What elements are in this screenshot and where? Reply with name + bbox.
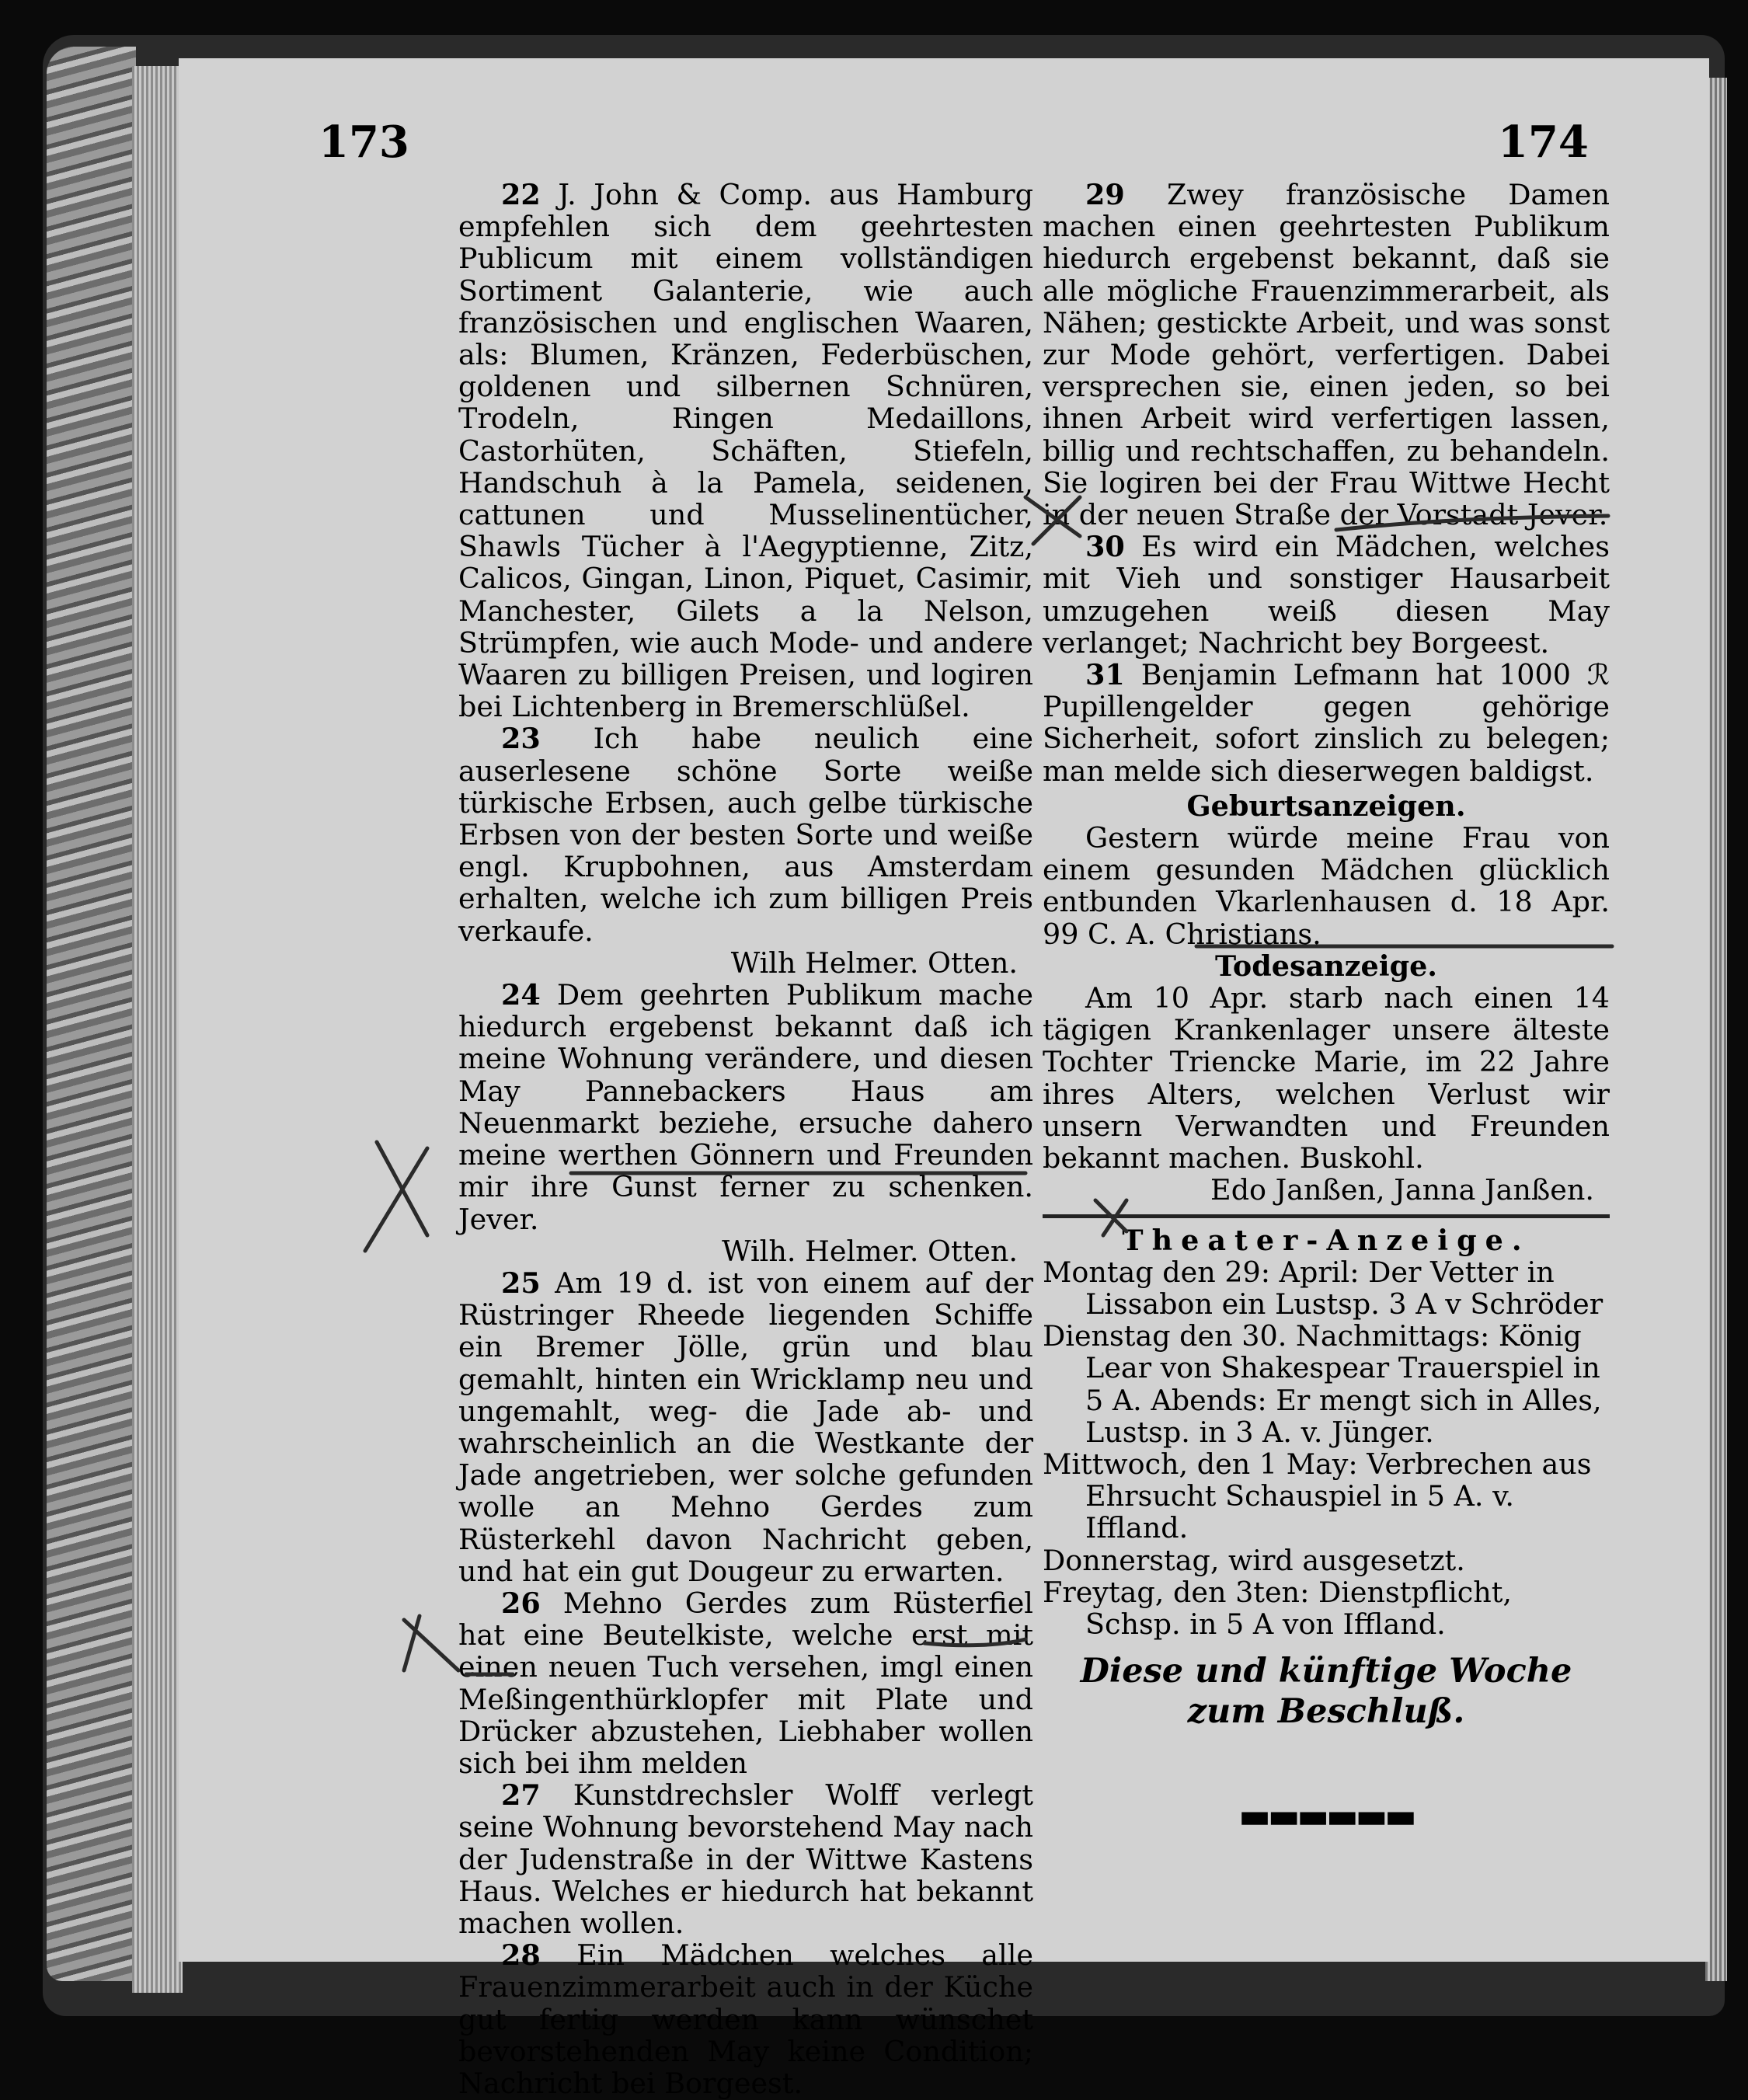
- notice-number: 29: [1085, 178, 1125, 211]
- notice-text: Am 19 d. ist von einem auf der Rüstringer Rheede liegenden Schiffe ein Bremer Jölle, grün und blau gemahlt, hinten ein Wricklamp neu und ungemahlt, weg- die Jade ab- und wahrscheinlich an die Westkante der Jade angetrieben, wer solche gefunden wolle an Mehno Gerdes zum Rüsterkehl davon Nachricht geben, und hat ein gut Dougeur zu erwarten.: [458, 1266, 1033, 1588]
- notice-number: 22: [501, 178, 541, 211]
- notice-text: Es wird ein Mädchen, welches mit Vieh und sonstiger Hausarbeit umzugehen weiß diesen May verlanget; Nachricht bey Borgeest.: [1043, 530, 1610, 660]
- death-notice-signature: Edo Janßen, Janna Janßen.: [1210, 1173, 1594, 1207]
- notice-text: J. John & Comp. aus Hamburg empfehlen sich dem geehrtesten Publicum mit einem vollständigen Sortiment Galanterie, wie auch französischen und englischen Waaren, als: Blumen, Kränzen, Federbüschen, goldenen und silbernen Schnüren, Trodeln, Ringen Medaillons, Castorhüten, Schäften, Stiefeln, Handschuh à la Pamela, seidenen, cattunen und Musselinentücher, Shawls Tücher à l'Aegyptienne, Zitz, Calicos, Gingan, Linon, Piquet, Casimir, Manchester, Gilets a la Nelson, Strümpfen, wie auch Mode- und andere Waaren zu billigen Preisen, und logiren bei Lichtenberg in Bremerschlüßel.: [458, 178, 1033, 724]
- notice-text: Benjamin Lefmann hat 1000 ℛ Pupillengelder gegen gehörige Sicherheit, sofort zinslich zu belegen; man melde sich dieserwegen baldigst.: [1043, 658, 1610, 788]
- notice-text: Ein Mädchen welches alle Frauenzimmerarbeit auch in der Küche gut fertig werden kann wünschet bevorstehenden May keine Condition; Nachricht bei Borgeest.: [458, 1938, 1033, 2100]
- birth-announcement-heading: Geburtsanzeigen.: [1186, 789, 1466, 823]
- theater-listing: Freytag, den 3ten: Dienstpflicht, Schsp. in 5 A von Iffland.: [1043, 1575, 1513, 1641]
- closing-note: Diese und künftige Woche zum Beschluß.: [1080, 1652, 1572, 1732]
- theater-listing: Donnerstag, wird ausgesetzt.: [1043, 1543, 1465, 1577]
- death-notice-heading: Todesanzeige.: [1214, 949, 1438, 983]
- notice-number: 31: [1085, 658, 1125, 692]
- underline-mark: [1336, 516, 1608, 530]
- notice-text: Mehno Gerdes zum Rüsterfiel hat eine Beutelkiste, welche erst mit einen neuen Tuch versehen, imgl einen Meßingenthürklopfer mit Plate und Drücker abzustehen, Liebhaber wollen sich bei ihm melden: [458, 1586, 1033, 1780]
- notice-number: 28: [501, 1938, 541, 1973]
- page-number-left: 173: [319, 117, 409, 168]
- notice-number: 26: [501, 1586, 541, 1620]
- cross-mark: [365, 1148, 427, 1251]
- notice-number: 27: [501, 1778, 541, 1813]
- theater-listing: Mittwoch, den 1 May: Verbrechen aus Ehrsucht Schauspiel in 5 A. v. Iffland.: [1043, 1447, 1592, 1545]
- notice-number: 23: [501, 722, 541, 756]
- notice-text: Zwey französische Damen machen einen geehrtesten Publikum hiedurch ergebenst bekannt, daß sie alle mögliche Frauenzimmerarbeit, als Nähen; gestickte Arbeit, und was sonst zur Mode gehört, verfertigen. Dabei versprechen sie, einen jeden, so bei ihnen Arbeit wird verfertigen lassen, billig und rechtschaffen, zu behandeln. Sie logiren bei der Frau Wittwe Hecht in der neuen Straße der Vorstadt Jever.: [1043, 178, 1610, 532]
- cross-mark: [1033, 497, 1080, 544]
- notice-text: Ich habe neulich eine auserlesene schöne Sorte weiße türkische Erbsen, auch gelbe türkische Erbsen von der besten Sorte und weiße engl. Krupbohnen, aus Amsterdam erhalten, welche ich zum billigen Preis verkaufe.: [458, 722, 1033, 948]
- notice-number: 30: [1085, 530, 1125, 564]
- notice-number: 24: [501, 978, 541, 1012]
- theater-listing: Montag den 29: April: Der Vetter in Lissabon ein Lustsp. 3 A v Schröder: [1043, 1255, 1603, 1321]
- theater-heading: Theater-Anzeige.: [1122, 1223, 1530, 1257]
- notice-number: 25: [501, 1266, 541, 1300]
- theater-listing: Dienstag den 30. Nachmittags: König Lear von Shakespear Trauerspiel in 5 A. Abends: Er mengt sich in Alles, Lustsp. in 3 A. v. Jünger.: [1043, 1319, 1602, 1449]
- notice-signature: Wilh. Helmer. Otten.: [722, 1234, 1018, 1268]
- notice-text: Dem geehrten Publikum mache hiedurch ergebenst bekannt daß ich meine Wohnung verändere, und diesen May Pannebackers Haus am Neuenmarkt beziehe, ersuche dahero meine werthen Gönnern und Freunden mir ihre Gunst ferner zu schenken. Jever.: [458, 978, 1033, 1236]
- page-number-right: 174: [1498, 117, 1589, 168]
- birth-announcement: Gestern würde meine Frau von einem gesunden Mädchen glücklich entbunden Vkarlenhausen d. 18 Apr. 99 C. A. Christians.: [1043, 821, 1610, 951]
- closing-ornament: ▬▬▬▬▬▬: [1238, 1796, 1414, 1837]
- notice-text: Kunstdrechsler Wolff verlegt seine Wohnung bevorstehend May nach der Judenstraße in der Wittwe Kastens Haus. Welches er hiedurch hat bekannt machen wollen.: [458, 1778, 1033, 1940]
- notice-signature: Wilh Helmer. Otten.: [730, 946, 1018, 980]
- death-notice: Am 10 Apr. starb nach einen 14 tägigen Krankenlager unsere älteste Tochter Triencke Marie, im 22 Jahre ihres Alters, welchen Verlust wir unsern Verwandten und Freunden bekannt machen. Buskohl.: [1043, 981, 1610, 1175]
- underline-mark: [924, 1639, 1025, 1646]
